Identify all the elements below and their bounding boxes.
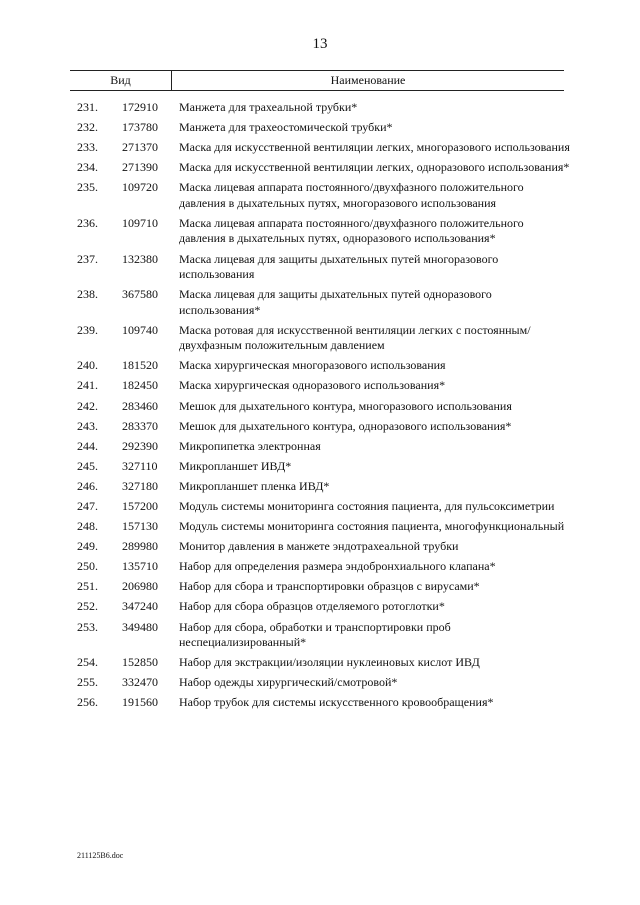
row-number: 251. <box>77 579 98 594</box>
row-number: 241. <box>77 378 98 393</box>
row-name: Маска лицевая для защиты дыхательных путей многоразового использования <box>179 251 499 282</box>
page-number: 13 <box>312 36 328 52</box>
table-row <box>0 675 640 691</box>
table-row <box>0 620 640 651</box>
row-number: 248. <box>77 519 98 534</box>
row-name: Набор для сбора и транспортировки образцов с вирусами* <box>179 579 480 594</box>
row-code: 191560 <box>122 695 158 710</box>
row-code: 271390 <box>122 160 158 175</box>
row-name: Маска для искусственной вентиляции легких, многоразового использования <box>179 140 570 155</box>
table-row <box>0 559 640 575</box>
row-code: 349480 <box>122 619 158 634</box>
row-code: 157200 <box>122 499 158 513</box>
row-code: 173780 <box>122 120 158 135</box>
row-code: 109720 <box>122 180 158 195</box>
table-row <box>0 100 640 116</box>
row-number: 238. <box>77 287 98 302</box>
row-number: 250. <box>77 559 98 574</box>
row-code: 332470 <box>122 675 158 690</box>
row-name: Модуль системы мониторинга состояния пациента, многофункциональный <box>179 519 565 534</box>
row-number: 249. <box>77 539 98 554</box>
row-number: 233. <box>77 140 98 155</box>
row-code: 289980 <box>122 539 158 554</box>
row-number: 244. <box>77 438 98 453</box>
row-number: 253. <box>77 619 98 634</box>
row-name: Маска хирургическая многоразового использования <box>179 358 446 373</box>
row-name: Маска лицевая аппарата постоянного/двухфазного положительного давления в дыхательных путях, одноразового использования* <box>179 215 524 246</box>
row-code: 181520 <box>122 358 158 373</box>
row-name: Набор для сбора, обработки и транспортировки проб неспециализированный* <box>179 619 451 650</box>
table-row <box>0 459 640 475</box>
row-code: 135710 <box>122 559 158 574</box>
row-number: 245. <box>77 458 98 473</box>
row-name: Маска лицевая для защиты дыхательных путей одноразового использования* <box>179 287 492 317</box>
row-number: 254. <box>77 655 98 670</box>
table-row <box>0 439 640 455</box>
row-number: 236. <box>77 215 98 230</box>
row-name: Набор для сбора образцов отделяемого ротоглотки* <box>179 599 445 614</box>
row-number: 237. <box>77 251 98 266</box>
row-number: 231. <box>77 100 98 114</box>
row-name: Набор для экстракции/изоляции нуклеиновых кислот ИВД <box>179 655 480 670</box>
table-row <box>0 599 640 615</box>
row-number: 234. <box>77 160 98 175</box>
row-number: 246. <box>77 478 98 493</box>
row-number: 252. <box>77 599 98 614</box>
column-header-name: Наименование <box>330 73 406 87</box>
table-row <box>0 655 640 671</box>
table-row <box>0 539 640 555</box>
row-name: Манжета для трахеальной трубки* <box>179 100 358 114</box>
row-code: 283370 <box>122 418 158 433</box>
row-number: 255. <box>77 675 98 690</box>
table-row <box>0 419 640 435</box>
row-code: 327110 <box>122 458 158 473</box>
column-header-vid: Вид <box>70 71 172 90</box>
row-code: 271370 <box>122 140 158 155</box>
table-row <box>0 479 640 495</box>
row-name: Микропланшет пленка ИВД* <box>179 478 330 493</box>
row-name: Маска хирургическая одноразового использования* <box>179 378 446 393</box>
row-name: Набор трубок для системы искусственного кровообращения* <box>179 695 494 710</box>
row-code: 109710 <box>122 215 158 230</box>
row-name: Модуль системы мониторинга состояния пациента, для пульсоксиметрии <box>179 499 555 513</box>
row-name: Микропипетка электронная <box>179 438 321 453</box>
row-code: 292390 <box>122 438 158 453</box>
row-number: 235. <box>77 180 98 195</box>
row-number: 240. <box>77 358 98 373</box>
row-name: Мешок для дыхательного контура, одноразового использования* <box>179 418 512 433</box>
table-body <box>0 100 640 715</box>
table-row <box>0 120 640 136</box>
row-number: 232. <box>77 120 98 135</box>
row-name: Маска лицевая аппарата постоянного/двухфазного положительного давления в дыхательных путях, многоразового использования <box>179 180 524 210</box>
table-header <box>70 70 564 91</box>
table-row <box>0 216 640 247</box>
table-row <box>0 287 640 318</box>
row-name: Маска для искусственной вентиляции легких, одноразового использования* <box>179 160 570 175</box>
row-name: Набор одежды хирургический/смотровой* <box>179 675 398 690</box>
row-code: 157130 <box>122 519 158 534</box>
row-code: 367580 <box>122 287 158 302</box>
table-row <box>0 399 640 415</box>
footer-filename: 211125В6.doc <box>77 851 124 860</box>
table-row <box>0 160 640 176</box>
table-row <box>0 378 640 394</box>
row-code: 206980 <box>122 579 158 594</box>
table-row <box>0 140 640 156</box>
table-row <box>0 323 640 354</box>
row-name: Монитор давления в манжете эндотрахеальной трубки <box>179 539 459 554</box>
row-number: 256. <box>77 695 98 710</box>
row-code: 132380 <box>122 251 158 266</box>
table-row <box>0 180 640 211</box>
row-code: 152850 <box>122 655 158 670</box>
row-number: 243. <box>77 418 98 433</box>
row-name: Набор для определения размера эндобронхиального клапана* <box>179 559 496 574</box>
row-code: 347240 <box>122 599 158 614</box>
row-name: Мешок для дыхательного контура, многоразового использования <box>179 398 512 413</box>
table-row <box>0 358 640 374</box>
row-code: 327180 <box>122 478 158 493</box>
row-code: 109740 <box>122 322 158 337</box>
row-number: 242. <box>77 398 98 413</box>
table-row <box>0 499 640 515</box>
table-row <box>0 695 640 711</box>
row-code: 172910 <box>122 100 158 114</box>
row-name: Маска ротовая для искусственной вентиляции легких с постоянным/двухфазным положительным давлением <box>179 322 531 353</box>
row-name: Микропланшет ИВД* <box>179 458 292 473</box>
row-number: 239. <box>77 322 98 337</box>
table-row <box>0 252 640 283</box>
table-row <box>0 519 640 535</box>
row-number: 247. <box>77 499 98 513</box>
table-row <box>0 579 640 595</box>
row-code: 283460 <box>122 398 158 413</box>
row-code: 182450 <box>122 378 158 393</box>
row-name: Манжета для трахеостомической трубки* <box>179 120 393 135</box>
